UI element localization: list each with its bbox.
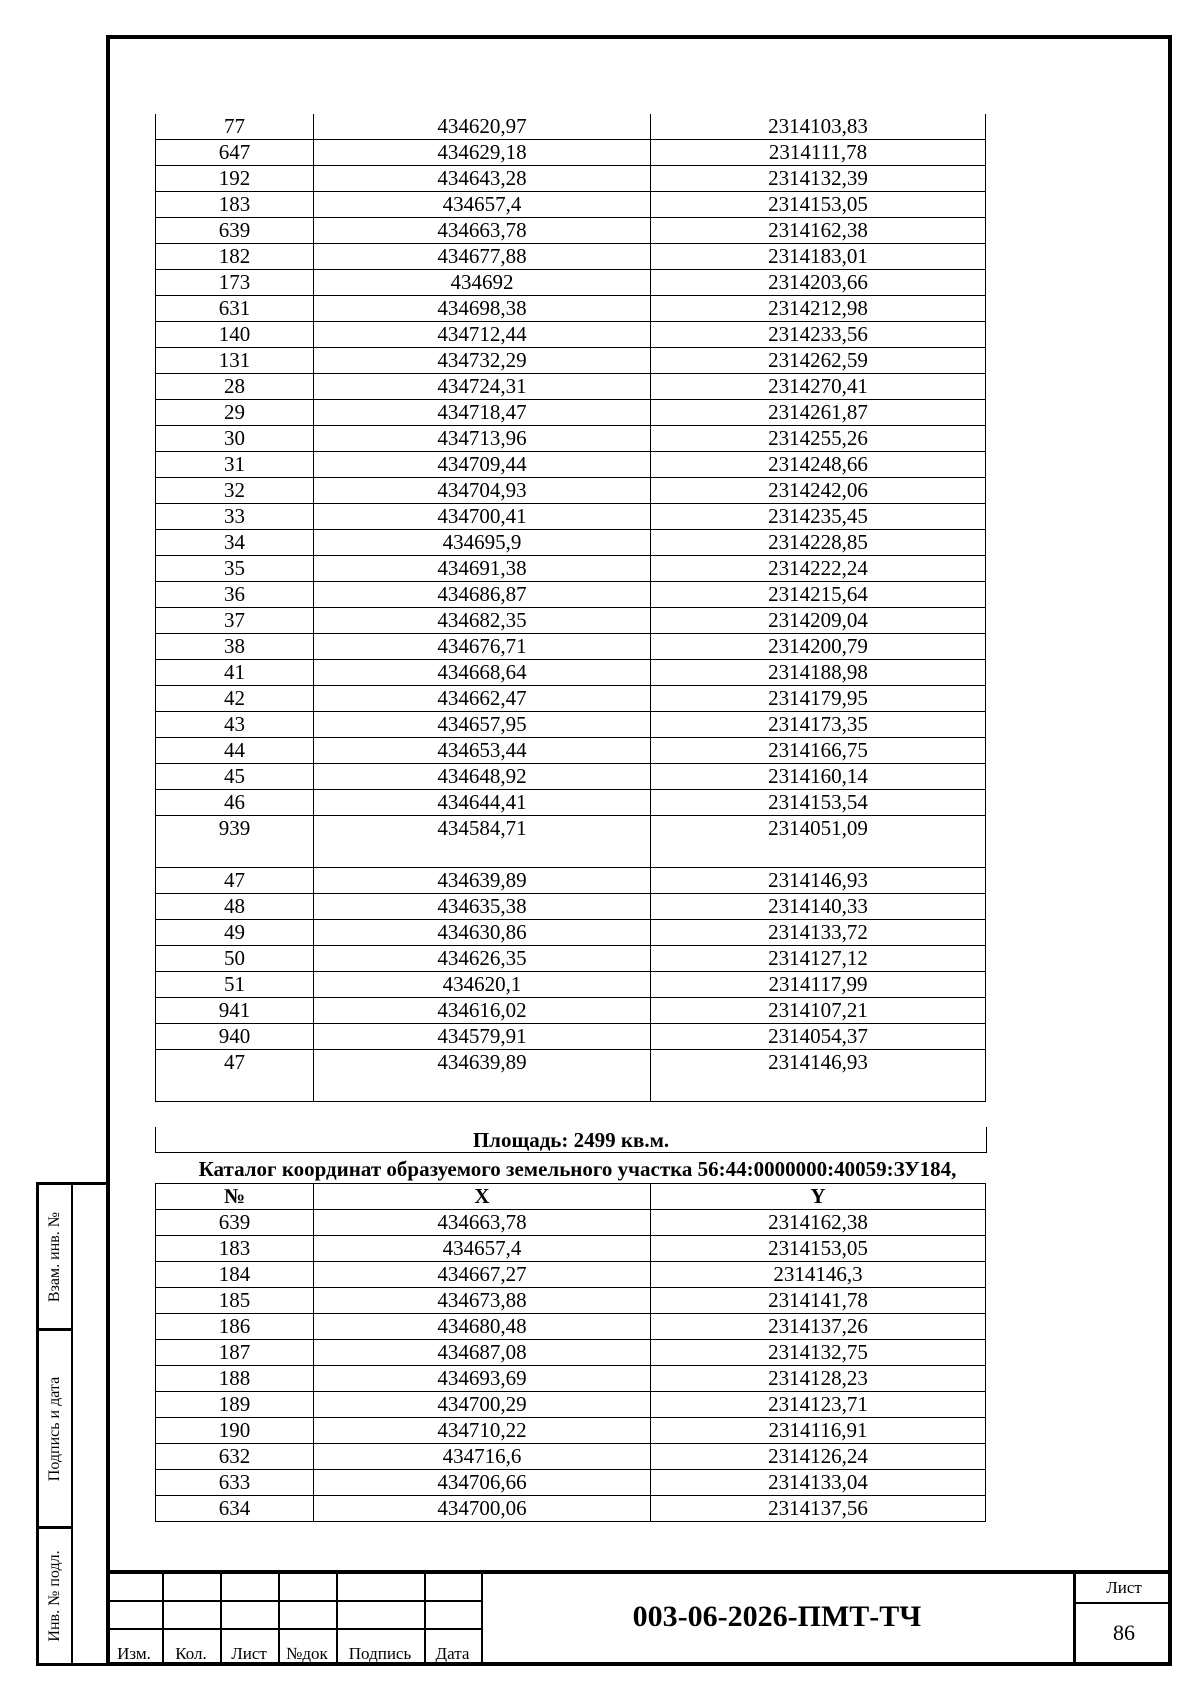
- x-coordinate-cell: 434706,66: [314, 1470, 651, 1496]
- point-number-cell: 47: [156, 868, 314, 894]
- x-coordinate-cell: 434698,38: [314, 296, 651, 322]
- x-coordinate-cell: 434682,35: [314, 608, 651, 634]
- x-coordinate-cell: 434695,9: [314, 530, 651, 556]
- x-coordinate-cell: 434713,96: [314, 426, 651, 452]
- y-coordinate-cell: 2314153,05: [651, 1236, 986, 1262]
- coordinates-table-zu184: [155, 1183, 986, 1522]
- table-row: [156, 1288, 986, 1314]
- table-row: [156, 270, 986, 296]
- x-coordinate-cell: 434657,4: [314, 1236, 651, 1262]
- x-coordinate-cell: 434579,91: [314, 1024, 651, 1050]
- table-row: [156, 192, 986, 218]
- x-coordinate-cell: 434673,88: [314, 1288, 651, 1314]
- header-number: №: [156, 1184, 314, 1210]
- header-y: Y: [651, 1184, 986, 1210]
- x-coordinate-cell: 434712,44: [314, 322, 651, 348]
- table-row: [156, 452, 986, 478]
- point-number-cell: 29: [156, 400, 314, 426]
- table-row: [156, 920, 986, 946]
- table-row: [156, 400, 986, 426]
- x-coordinate-cell: 434716,6: [314, 1444, 651, 1470]
- point-number-cell: 43: [156, 712, 314, 738]
- point-number-cell: 639: [156, 1210, 314, 1236]
- sheet-number: 86: [1113, 1620, 1135, 1645]
- label-kol: Кол.: [175, 1644, 207, 1663]
- point-number-cell: 634: [156, 1496, 314, 1522]
- x-coordinate-cell: 434724,31: [314, 374, 651, 400]
- y-coordinate-cell: 2314270,41: [651, 374, 986, 400]
- y-coordinate-cell: 2314146,93: [651, 1050, 986, 1102]
- point-number-cell: 190: [156, 1418, 314, 1444]
- table-row: [156, 1340, 986, 1366]
- table-row: [156, 582, 986, 608]
- point-number-cell: 50: [156, 946, 314, 972]
- table-row: [156, 608, 986, 634]
- table-row: [156, 1418, 986, 1444]
- stamp-vzam-label: Взам. инв. №: [46, 1211, 63, 1302]
- y-coordinate-cell: 2314133,04: [651, 1470, 986, 1496]
- y-coordinate-cell: 2314137,26: [651, 1314, 986, 1340]
- x-coordinate-cell: 434692: [314, 270, 651, 296]
- table-row: [156, 1024, 986, 1050]
- point-number-cell: 183: [156, 1236, 314, 1262]
- table-row: [156, 478, 986, 504]
- point-number-cell: 48: [156, 894, 314, 920]
- x-coordinate-cell: 434657,95: [314, 712, 651, 738]
- y-coordinate-cell: 2314116,91: [651, 1418, 986, 1444]
- table-row: [156, 374, 986, 400]
- table-row: [156, 1470, 986, 1496]
- x-coordinate-cell: 434693,69: [314, 1366, 651, 1392]
- x-coordinate-cell: 434662,47: [314, 686, 651, 712]
- stamp-podpis-data: [39, 1331, 71, 1529]
- y-coordinate-cell: 2314166,75: [651, 738, 986, 764]
- label-izm: Изм.: [117, 1644, 151, 1663]
- sheet-label: Лист: [1076, 1574, 1172, 1604]
- y-coordinate-cell: 2314123,71: [651, 1392, 986, 1418]
- point-number-cell: 182: [156, 244, 314, 270]
- point-number-cell: 33: [156, 504, 314, 530]
- point-number-cell: 51: [156, 972, 314, 998]
- table-row: [156, 1236, 986, 1262]
- table-row: [156, 764, 986, 790]
- point-number-cell: 38: [156, 634, 314, 660]
- table-row: [156, 712, 986, 738]
- x-coordinate-cell: 434663,78: [314, 218, 651, 244]
- x-coordinate-cell: 434680,48: [314, 1314, 651, 1340]
- point-number-cell: 939: [156, 816, 314, 868]
- table-row: [156, 1262, 986, 1288]
- side-stamp: [36, 1182, 106, 1666]
- table-row: [156, 296, 986, 322]
- point-number-cell: 173: [156, 270, 314, 296]
- x-coordinate-cell: 434700,06: [314, 1496, 651, 1522]
- table-row: [156, 1050, 986, 1102]
- x-coordinate-cell: 434700,29: [314, 1392, 651, 1418]
- x-coordinate-cell: 434616,02: [314, 998, 651, 1024]
- point-number-cell: 184: [156, 1262, 314, 1288]
- y-coordinate-cell: 2314132,75: [651, 1340, 986, 1366]
- table-row: [156, 556, 986, 582]
- table-row: [156, 322, 986, 348]
- stamp-inv-podl: [39, 1529, 71, 1666]
- y-coordinate-cell: 2314153,05: [651, 192, 986, 218]
- title-block: [106, 1570, 1172, 1666]
- x-coordinate-cell: 434630,86: [314, 920, 651, 946]
- x-coordinate-cell: 434639,89: [314, 1050, 651, 1102]
- y-coordinate-cell: 2314235,45: [651, 504, 986, 530]
- table-row: [156, 946, 986, 972]
- point-number-cell: 32: [156, 478, 314, 504]
- point-number-cell: 186: [156, 1314, 314, 1340]
- y-coordinate-cell: 2314140,33: [651, 894, 986, 920]
- point-number-cell: 46: [156, 790, 314, 816]
- table-row: [156, 244, 986, 270]
- point-number-cell: 140: [156, 322, 314, 348]
- header-x: X: [314, 1184, 651, 1210]
- y-coordinate-cell: 2314248,66: [651, 452, 986, 478]
- y-coordinate-cell: 2314188,98: [651, 660, 986, 686]
- point-number-cell: 77: [156, 114, 314, 140]
- y-coordinate-cell: 2314107,21: [651, 998, 986, 1024]
- x-coordinate-cell: 434710,22: [314, 1418, 651, 1444]
- x-coordinate-cell: 434718,47: [314, 400, 651, 426]
- y-coordinate-cell: 2314162,38: [651, 1210, 986, 1236]
- point-number-cell: 28: [156, 374, 314, 400]
- x-coordinate-cell: 434635,38: [314, 894, 651, 920]
- table-row: [156, 504, 986, 530]
- y-coordinate-cell: 2314160,14: [651, 764, 986, 790]
- point-number-cell: 49: [156, 920, 314, 946]
- y-coordinate-cell: 2314212,98: [651, 296, 986, 322]
- x-coordinate-cell: 434732,29: [314, 348, 651, 374]
- point-number-cell: 131: [156, 348, 314, 374]
- table-row: [156, 530, 986, 556]
- y-coordinate-cell: 2314262,59: [651, 348, 986, 374]
- table-row: [156, 998, 986, 1024]
- y-coordinate-cell: 2314209,04: [651, 608, 986, 634]
- x-coordinate-cell: 434626,35: [314, 946, 651, 972]
- point-number-cell: 47: [156, 1050, 314, 1102]
- point-number-cell: 940: [156, 1024, 314, 1050]
- table-row: [156, 1210, 986, 1236]
- stamp-inv-label: Инв. № подл.: [46, 1550, 63, 1642]
- point-number-cell: 631: [156, 296, 314, 322]
- point-number-cell: 35: [156, 556, 314, 582]
- y-coordinate-cell: 2314261,87: [651, 400, 986, 426]
- x-coordinate-cell: 434644,41: [314, 790, 651, 816]
- stamp-podpis-label: Подпись и дата: [46, 1376, 63, 1481]
- y-coordinate-cell: 2314141,78: [651, 1288, 986, 1314]
- y-coordinate-cell: 2314117,99: [651, 972, 986, 998]
- label-podpis: Подпись: [348, 1644, 412, 1663]
- catalog-title: Каталог координат образуемого земельного участка 56:44:0000000:40059:ЗУ184,: [198, 1157, 957, 1181]
- y-coordinate-cell: 2314200,79: [651, 634, 986, 660]
- table-row: [156, 426, 986, 452]
- point-number-cell: 188: [156, 1366, 314, 1392]
- y-coordinate-cell: 2314128,23: [651, 1366, 986, 1392]
- y-coordinate-cell: 2314222,24: [651, 556, 986, 582]
- y-coordinate-cell: 2314179,95: [651, 686, 986, 712]
- y-coordinate-cell: 2314103,83: [651, 114, 986, 140]
- table-row: [156, 1496, 986, 1522]
- x-coordinate-cell: 434704,93: [314, 478, 651, 504]
- table-header-row: [156, 1184, 986, 1210]
- table-row: [156, 1392, 986, 1418]
- point-number-cell: 632: [156, 1444, 314, 1470]
- y-coordinate-cell: 2314054,37: [651, 1024, 986, 1050]
- y-coordinate-cell: 2314051,09: [651, 816, 986, 868]
- point-number-cell: 45: [156, 764, 314, 790]
- table-row: [156, 660, 986, 686]
- table-row: [156, 140, 986, 166]
- x-coordinate-cell: 434687,08: [314, 1340, 651, 1366]
- y-coordinate-cell: 2314233,56: [651, 322, 986, 348]
- sheet-cell: [1073, 1574, 1172, 1666]
- x-coordinate-cell: 434686,87: [314, 582, 651, 608]
- x-coordinate-cell: 434700,41: [314, 504, 651, 530]
- y-coordinate-cell: 2314153,54: [651, 790, 986, 816]
- table-row: [156, 634, 986, 660]
- point-number-cell: 187: [156, 1340, 314, 1366]
- y-coordinate-cell: 2314133,72: [651, 920, 986, 946]
- table-row: [156, 738, 986, 764]
- y-coordinate-cell: 2314111,78: [651, 140, 986, 166]
- area-label: Площадь: 2499 кв.м.: [155, 1127, 987, 1153]
- x-coordinate-cell: 434691,38: [314, 556, 651, 582]
- table-row: [156, 1444, 986, 1470]
- point-number-cell: 42: [156, 686, 314, 712]
- stamp-vzam-inv: [39, 1185, 71, 1331]
- table-row: [156, 816, 986, 868]
- x-coordinate-cell: 434663,78: [314, 1210, 651, 1236]
- x-coordinate-cell: 434668,64: [314, 660, 651, 686]
- y-coordinate-cell: 2314132,39: [651, 166, 986, 192]
- point-number-cell: 34: [156, 530, 314, 556]
- y-coordinate-cell: 2314127,12: [651, 946, 986, 972]
- table-row: [156, 348, 986, 374]
- label-list: Лист: [231, 1644, 267, 1663]
- x-coordinate-cell: 434677,88: [314, 244, 651, 270]
- x-coordinate-cell: 434709,44: [314, 452, 651, 478]
- table-row: [156, 972, 986, 998]
- point-number-cell: 185: [156, 1288, 314, 1314]
- x-coordinate-cell: 434584,71: [314, 816, 651, 868]
- x-coordinate-cell: 434648,92: [314, 764, 651, 790]
- y-coordinate-cell: 2314146,3: [651, 1262, 986, 1288]
- table-row: [156, 686, 986, 712]
- x-coordinate-cell: 434639,89: [314, 868, 651, 894]
- table-row: [156, 1314, 986, 1340]
- x-coordinate-cell: 434643,28: [314, 166, 651, 192]
- point-number-cell: 44: [156, 738, 314, 764]
- table-row: [156, 868, 986, 894]
- y-coordinate-cell: 2314137,56: [651, 1496, 986, 1522]
- y-coordinate-cell: 2314242,06: [651, 478, 986, 504]
- point-number-cell: 41: [156, 660, 314, 686]
- y-coordinate-cell: 2314173,35: [651, 712, 986, 738]
- table-row: [156, 1366, 986, 1392]
- x-coordinate-cell: 434620,1: [314, 972, 651, 998]
- point-number-cell: 30: [156, 426, 314, 452]
- coordinates-table-continued: [155, 114, 986, 1102]
- y-coordinate-cell: 2314215,64: [651, 582, 986, 608]
- x-coordinate-cell: 434676,71: [314, 634, 651, 660]
- label-data: Дата: [435, 1644, 470, 1663]
- y-coordinate-cell: 2314203,66: [651, 270, 986, 296]
- y-coordinate-cell: 2314126,24: [651, 1444, 986, 1470]
- table-row: [156, 218, 986, 244]
- x-coordinate-cell: 434620,97: [314, 114, 651, 140]
- y-coordinate-cell: 2314162,38: [651, 218, 986, 244]
- y-coordinate-cell: 2314255,26: [651, 426, 986, 452]
- table-row: [156, 114, 986, 140]
- table-row: [156, 166, 986, 192]
- x-coordinate-cell: 434653,44: [314, 738, 651, 764]
- point-number-cell: 633: [156, 1470, 314, 1496]
- x-coordinate-cell: 434667,27: [314, 1262, 651, 1288]
- x-coordinate-cell: 434657,4: [314, 192, 651, 218]
- point-number-cell: 36: [156, 582, 314, 608]
- x-coordinate-cell: 434629,18: [314, 140, 651, 166]
- point-number-cell: 639: [156, 218, 314, 244]
- point-number-cell: 37: [156, 608, 314, 634]
- document-code: 003-06-2026-ПМТ-ТЧ: [632, 1600, 922, 1633]
- point-number-cell: 183: [156, 192, 314, 218]
- y-coordinate-cell: 2314183,01: [651, 244, 986, 270]
- table-row: [156, 894, 986, 920]
- point-number-cell: 189: [156, 1392, 314, 1418]
- point-number-cell: 647: [156, 140, 314, 166]
- label-ndok: №док: [286, 1644, 328, 1663]
- y-coordinate-cell: 2314228,85: [651, 530, 986, 556]
- point-number-cell: 31: [156, 452, 314, 478]
- point-number-cell: 941: [156, 998, 314, 1024]
- point-number-cell: 192: [156, 166, 314, 192]
- y-coordinate-cell: 2314146,93: [651, 868, 986, 894]
- table-row: [156, 790, 986, 816]
